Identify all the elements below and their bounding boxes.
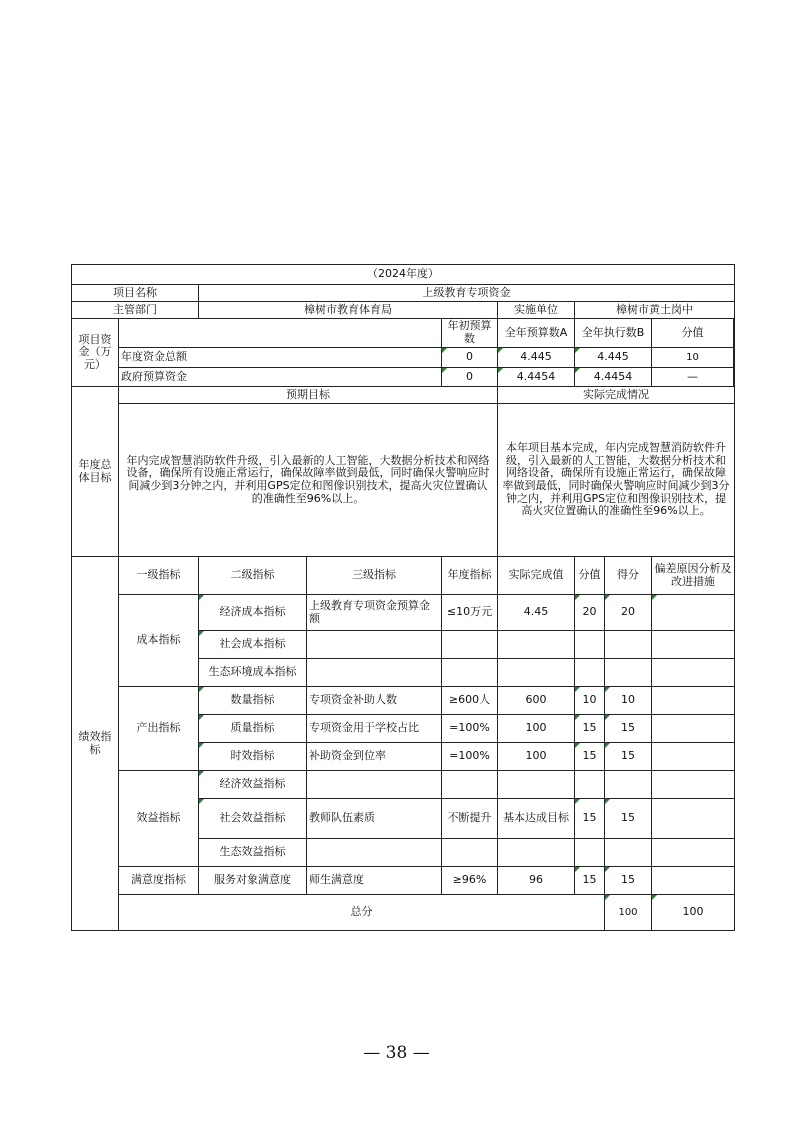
cost-row1-l2: 经济成本指标 [199,595,307,631]
benefit-row3-value [575,839,605,867]
cost-row2-score [605,631,652,659]
perf-header-target: 年度指标 [442,557,498,595]
goals-expected-text: 年内完成智慧消防软件升级，引入最新的人工智能，大数据分析技术和网络设备，确保所有设施正常运行，确保故障率做到最低，同时确保火警响应时间减少到3分钟之内，并利用GPS定位和图像识别技术，提高火灾位置确认的准确性至96%以上。 [119,404,498,557]
output-row3-value: 15 [575,743,605,771]
benefit-row3-l3 [307,839,442,867]
funds-row-total-annual: 4.445 [498,348,575,368]
benefit-row3-l2: 生态效益指标 [199,839,307,867]
perf-header-level2: 二级指标 [199,557,307,595]
cost-row3-score [605,659,652,687]
cost-row2-value [575,631,605,659]
cost-row3-target [442,659,498,687]
year-header: （2024年度） [72,265,735,285]
total-label: 总分 [119,895,605,931]
benefit-row1-target [442,771,498,799]
output-row1-reason [652,687,735,715]
funds-label: 项目资金（万元） [72,319,119,387]
funds-row-total-executed: 4.445 [575,348,652,368]
output-row3-l2: 时效指标 [199,743,307,771]
cost-row3-l3 [307,659,442,687]
benefit-row2-value: 15 [575,799,605,839]
benefit-row1-l3 [307,771,442,799]
output-row3-l3: 补助资金到位率 [307,743,442,771]
funds-row-total-score-value: 10 [652,348,734,367]
cost-row2-reason [652,631,735,659]
goals-actual-text: 本年项目基本完成，年内完成智慧消防软件升级，引入最新的人工智能，大数据分析技术和网络设备，确保所有设施正常运行，确保故障率做到最低，同时确保火警响应时间减少到3分钟之内，并利用GPS定位和图像识别技术，提高火灾位置确认的准确性至96%以上。 [498,404,735,557]
goals-actual-header: 实际完成情况 [498,387,735,404]
perf-header-value: 分值 [575,557,605,595]
funds-row-gov-initial: 0 [442,368,498,387]
group-satisfaction-label: 满意度指标 [119,867,199,895]
cost-row3-reason [652,659,735,687]
benefit-row2-target: 不断提升 [442,799,498,839]
total-score: 100 [652,895,735,931]
cost-row1-l3: 上级教育专项资金预算金额 [307,595,442,631]
output-row1-target: ≥600人 [442,687,498,715]
output-row3-target: =100% [442,743,498,771]
benefit-row2-l2: 社会效益指标 [199,799,307,839]
funds-row-gov-score-value: — [652,368,734,386]
project-name: 上级教育专项资金 [199,285,735,302]
satisfaction-row1-value: 15 [575,867,605,895]
goals-label: 年度总体目标 [72,387,119,557]
benefit-row3-actual [498,839,575,867]
perf-label: 绩效指标 [72,557,119,931]
dept-label: 主管部门 [72,302,199,319]
output-row2-score: 15 [605,715,652,743]
satisfaction-row1-l3: 师生满意度 [307,867,442,895]
cost-row3-l2: 生态环境成本指标 [199,659,307,687]
project-name-label: 项目名称 [72,285,199,302]
benefit-row3-reason [652,839,735,867]
perf-header-reason: 偏差原因分析及改进措施 [652,557,735,595]
perf-header-score: 得分 [605,557,652,595]
cost-row1-reason [652,595,735,631]
cost-row1-actual: 4.45 [498,595,575,631]
benefit-row2-actual: 基本达成目标 [498,799,575,839]
page-number: — 38 — [363,1043,430,1063]
funds-header-blank [119,319,442,348]
total-value: 100 [605,895,652,931]
output-row2-l3: 专项资金用于学校占比 [307,715,442,743]
group-output-label: 产出指标 [119,687,199,771]
funds-header-initial: 年初预算数 [442,319,498,348]
cost-row3-actual [498,659,575,687]
funds-header-triple [652,319,735,348]
output-row3-score: 15 [605,743,652,771]
cost-row2-actual [498,631,575,659]
output-row3-reason [652,743,735,771]
benefit-row2-reason [652,799,735,839]
funds-row-gov-annual: 4.4454 [498,368,575,387]
funds-header-annual: 全年预算数A [498,319,575,348]
impl-unit-value: 樟树市黄土岗中 [575,302,735,319]
output-row3-actual: 100 [498,743,575,771]
funds-header-executed: 全年执行数B [575,319,652,348]
output-row1-l2: 数量指标 [199,687,307,715]
benefit-row2-score: 15 [605,799,652,839]
cost-row1-target: ≤10万元 [442,595,498,631]
output-row1-value: 10 [575,687,605,715]
performance-table [71,264,734,931]
output-row2-actual: 100 [498,715,575,743]
funds-row-gov-scores [652,368,735,387]
benefit-row1-score [605,771,652,799]
funds-header-score-value: 分值 [652,319,734,347]
output-row2-value: 15 [575,715,605,743]
output-row1-score: 10 [605,687,652,715]
benefit-row1-reason [652,771,735,799]
output-row2-target: =100% [442,715,498,743]
goals-expected-header: 预期目标 [119,387,498,404]
funds-row-total-label: 年度资金总额 [119,348,442,368]
group-benefit-label: 效益指标 [119,771,199,867]
perf-header-level3: 三级指标 [307,557,442,595]
funds-row-total-scores [652,348,735,368]
funds-row-gov-executed: 4.4454 [575,368,652,387]
cost-row2-l3 [307,631,442,659]
satisfaction-row1-target: ≥96% [442,867,498,895]
output-row2-l2: 质量指标 [199,715,307,743]
funds-row-gov-label: 政府预算资金 [119,368,442,387]
perf-header-level1: 一级指标 [119,557,199,595]
output-row2-reason [652,715,735,743]
benefit-row3-target [442,839,498,867]
satisfaction-row1-reason [652,867,735,895]
benefit-row2-l3: 教师队伍素质 [307,799,442,839]
output-row1-actual: 600 [498,687,575,715]
benefit-row1-l2: 经济效益指标 [199,771,307,799]
dept-value: 樟树市教育体育局 [199,302,498,319]
cost-row1-score: 20 [605,595,652,631]
satisfaction-row1-l2: 服务对象满意度 [199,867,307,895]
group-cost-label: 成本指标 [119,595,199,687]
cost-row3-value [575,659,605,687]
satisfaction-row1-score: 15 [605,867,652,895]
cost-row1-value: 20 [575,595,605,631]
cost-row2-target [442,631,498,659]
output-row1-l3: 专项资金补助人数 [307,687,442,715]
impl-unit-label: 实施单位 [498,302,575,319]
perf-header-actual: 实际完成值 [498,557,575,595]
cost-row2-l2: 社会成本指标 [199,631,307,659]
benefit-row1-value [575,771,605,799]
benefit-row1-actual [498,771,575,799]
funds-row-total-initial: 0 [442,348,498,368]
satisfaction-row1-actual: 96 [498,867,575,895]
benefit-row3-score [605,839,652,867]
